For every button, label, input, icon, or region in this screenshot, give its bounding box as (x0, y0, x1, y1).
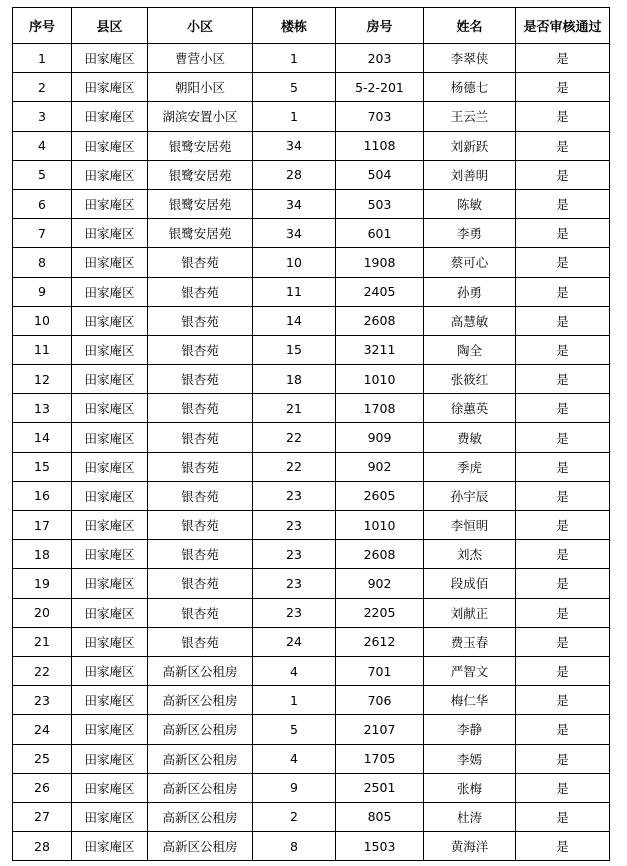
cell-index: 25 (13, 744, 72, 773)
cell-building: 8 (253, 832, 336, 861)
cell-district: 田家庵区 (72, 511, 148, 540)
cell-approved: 是 (516, 306, 610, 335)
cell-approved: 是 (516, 248, 610, 277)
cell-room: 2205 (336, 598, 424, 627)
cell-district: 田家庵区 (72, 423, 148, 452)
cell-index: 20 (13, 598, 72, 627)
cell-index: 8 (13, 248, 72, 277)
table-row (13, 715, 610, 744)
cell-approved: 是 (516, 73, 610, 102)
cell-approved: 是 (516, 102, 610, 131)
table-row (13, 306, 610, 335)
cell-community: 银杏苑 (148, 277, 253, 306)
table-row (13, 189, 610, 218)
cell-community: 高新区公租房 (148, 656, 253, 685)
table-body (13, 44, 610, 861)
cell-index: 27 (13, 802, 72, 831)
cell-district: 田家庵区 (72, 189, 148, 218)
cell-room: 2107 (336, 715, 424, 744)
table-row (13, 452, 610, 481)
cell-building: 5 (253, 715, 336, 744)
cell-name: 陈敏 (424, 189, 516, 218)
table-row (13, 394, 610, 423)
cell-building: 22 (253, 423, 336, 452)
cell-name: 李静 (424, 715, 516, 744)
cell-community: 高新区公租房 (148, 744, 253, 773)
cell-building: 23 (253, 540, 336, 569)
table-row (13, 656, 610, 685)
cell-room: 3211 (336, 335, 424, 364)
cell-building: 34 (253, 131, 336, 160)
table-row (13, 248, 610, 277)
cell-approved: 是 (516, 277, 610, 306)
cell-index: 24 (13, 715, 72, 744)
cell-approved: 是 (516, 131, 610, 160)
cell-building: 1 (253, 686, 336, 715)
table-row (13, 511, 610, 540)
cell-room: 601 (336, 219, 424, 248)
cell-name: 张筱红 (424, 365, 516, 394)
cell-approved: 是 (516, 598, 610, 627)
cell-building: 14 (253, 306, 336, 335)
cell-community: 银杏苑 (148, 598, 253, 627)
table-row (13, 832, 610, 861)
cell-community: 银鹭安居苑 (148, 160, 253, 189)
cell-name: 黄海洋 (424, 832, 516, 861)
cell-community: 银杏苑 (148, 423, 253, 452)
cell-approved: 是 (516, 481, 610, 510)
cell-district: 田家庵区 (72, 744, 148, 773)
cell-building: 23 (253, 511, 336, 540)
cell-community: 银杏苑 (148, 306, 253, 335)
cell-name: 李恒明 (424, 511, 516, 540)
cell-community: 高新区公租房 (148, 686, 253, 715)
cell-building: 23 (253, 569, 336, 598)
header-approved: 是否审核通过 (516, 8, 610, 44)
cell-approved: 是 (516, 394, 610, 423)
cell-district: 田家庵区 (72, 686, 148, 715)
header-community: 小区 (148, 8, 253, 44)
cell-community: 银鹭安居苑 (148, 189, 253, 218)
cell-building: 23 (253, 481, 336, 510)
cell-district: 田家庵区 (72, 832, 148, 861)
header-row (13, 8, 610, 44)
cell-approved: 是 (516, 773, 610, 802)
cell-approved: 是 (516, 365, 610, 394)
cell-index: 1 (13, 44, 72, 73)
cell-district: 田家庵区 (72, 394, 148, 423)
cell-index: 13 (13, 394, 72, 423)
cell-building: 4 (253, 656, 336, 685)
cell-room: 1503 (336, 832, 424, 861)
header-room: 房号 (336, 8, 424, 44)
cell-room: 1108 (336, 131, 424, 160)
cell-building: 23 (253, 598, 336, 627)
header-name: 姓名 (424, 8, 516, 44)
cell-district: 田家庵区 (72, 44, 148, 73)
cell-building: 34 (253, 219, 336, 248)
cell-name: 徐蕙英 (424, 394, 516, 423)
cell-room: 5-2-201 (336, 73, 424, 102)
cell-room: 706 (336, 686, 424, 715)
cell-building: 1 (253, 44, 336, 73)
cell-name: 李嫣 (424, 744, 516, 773)
header-district: 县区 (72, 8, 148, 44)
cell-community: 湖滨安置小区 (148, 102, 253, 131)
cell-name: 刘献正 (424, 598, 516, 627)
cell-building: 4 (253, 744, 336, 773)
cell-name: 孙勇 (424, 277, 516, 306)
cell-approved: 是 (516, 802, 610, 831)
cell-district: 田家庵区 (72, 248, 148, 277)
table-row (13, 102, 610, 131)
cell-community: 银杏苑 (148, 540, 253, 569)
cell-room: 701 (336, 656, 424, 685)
cell-index: 26 (13, 773, 72, 802)
cell-room: 2605 (336, 481, 424, 510)
table-row (13, 627, 610, 656)
table-row (13, 131, 610, 160)
cell-room: 2608 (336, 306, 424, 335)
table-row (13, 44, 610, 73)
cell-community: 高新区公租房 (148, 832, 253, 861)
cell-building: 21 (253, 394, 336, 423)
table-row (13, 744, 610, 773)
cell-district: 田家庵区 (72, 219, 148, 248)
cell-building: 18 (253, 365, 336, 394)
cell-room: 1708 (336, 394, 424, 423)
cell-room: 503 (336, 189, 424, 218)
cell-room: 2405 (336, 277, 424, 306)
cell-approved: 是 (516, 656, 610, 685)
cell-index: 23 (13, 686, 72, 715)
cell-room: 1705 (336, 744, 424, 773)
cell-approved: 是 (516, 189, 610, 218)
cell-building: 24 (253, 627, 336, 656)
cell-name: 刘善明 (424, 160, 516, 189)
cell-district: 田家庵区 (72, 365, 148, 394)
cell-district: 田家庵区 (72, 569, 148, 598)
table-row (13, 335, 610, 364)
cell-district: 田家庵区 (72, 73, 148, 102)
cell-community: 银杏苑 (148, 452, 253, 481)
cell-name: 严智文 (424, 656, 516, 685)
table-row (13, 277, 610, 306)
cell-building: 10 (253, 248, 336, 277)
cell-approved: 是 (516, 44, 610, 73)
cell-index: 11 (13, 335, 72, 364)
cell-community: 银杏苑 (148, 248, 253, 277)
cell-community: 银杏苑 (148, 394, 253, 423)
header-building: 楼栋 (253, 8, 336, 44)
cell-district: 田家庵区 (72, 540, 148, 569)
cell-district: 田家庵区 (72, 335, 148, 364)
table-row (13, 802, 610, 831)
cell-name: 刘新跃 (424, 131, 516, 160)
cell-district: 田家庵区 (72, 598, 148, 627)
cell-approved: 是 (516, 832, 610, 861)
cell-name: 刘杰 (424, 540, 516, 569)
cell-community: 高新区公租房 (148, 802, 253, 831)
cell-index: 4 (13, 131, 72, 160)
cell-room: 805 (336, 802, 424, 831)
table-row (13, 73, 610, 102)
table-row (13, 686, 610, 715)
cell-district: 田家庵区 (72, 306, 148, 335)
cell-community: 高新区公租房 (148, 773, 253, 802)
table-row (13, 773, 610, 802)
cell-approved: 是 (516, 540, 610, 569)
cell-approved: 是 (516, 219, 610, 248)
cell-approved: 是 (516, 335, 610, 364)
cell-building: 2 (253, 802, 336, 831)
cell-name: 蔡可心 (424, 248, 516, 277)
cell-district: 田家庵区 (72, 277, 148, 306)
cell-community: 银杏苑 (148, 481, 253, 510)
cell-community: 银杏苑 (148, 335, 253, 364)
cell-community: 高新区公租房 (148, 715, 253, 744)
cell-district: 田家庵区 (72, 160, 148, 189)
cell-district: 田家庵区 (72, 481, 148, 510)
cell-index: 3 (13, 102, 72, 131)
cell-district: 田家庵区 (72, 627, 148, 656)
cell-index: 21 (13, 627, 72, 656)
cell-index: 6 (13, 189, 72, 218)
cell-approved: 是 (516, 160, 610, 189)
cell-room: 2608 (336, 540, 424, 569)
cell-community: 朝阳小区 (148, 73, 253, 102)
cell-community: 银鹭安居苑 (148, 131, 253, 160)
cell-community: 银杏苑 (148, 511, 253, 540)
cell-building: 9 (253, 773, 336, 802)
cell-index: 19 (13, 569, 72, 598)
cell-index: 15 (13, 452, 72, 481)
cell-index: 16 (13, 481, 72, 510)
table-row (13, 160, 610, 189)
cell-name: 梅仁华 (424, 686, 516, 715)
cell-room: 1010 (336, 365, 424, 394)
cell-building: 5 (253, 73, 336, 102)
table-row (13, 219, 610, 248)
cell-approved: 是 (516, 627, 610, 656)
cell-index: 22 (13, 656, 72, 685)
cell-community: 曹营小区 (148, 44, 253, 73)
cell-name: 张梅 (424, 773, 516, 802)
cell-district: 田家庵区 (72, 131, 148, 160)
cell-index: 17 (13, 511, 72, 540)
cell-name: 费敏 (424, 423, 516, 452)
table-row (13, 569, 610, 598)
cell-building: 28 (253, 160, 336, 189)
cell-district: 田家庵区 (72, 773, 148, 802)
cell-approved: 是 (516, 744, 610, 773)
cell-community: 银杏苑 (148, 627, 253, 656)
cell-index: 2 (13, 73, 72, 102)
cell-name: 李勇 (424, 219, 516, 248)
cell-room: 1908 (336, 248, 424, 277)
cell-name: 段成佰 (424, 569, 516, 598)
cell-approved: 是 (516, 686, 610, 715)
cell-index: 9 (13, 277, 72, 306)
cell-index: 10 (13, 306, 72, 335)
cell-room: 902 (336, 569, 424, 598)
cell-index: 12 (13, 365, 72, 394)
cell-name: 李翠侠 (424, 44, 516, 73)
cell-name: 费玉春 (424, 627, 516, 656)
cell-district: 田家庵区 (72, 715, 148, 744)
cell-name: 陶全 (424, 335, 516, 364)
cell-name: 季虎 (424, 452, 516, 481)
cell-community: 银杏苑 (148, 569, 253, 598)
cell-name: 王云兰 (424, 102, 516, 131)
cell-index: 18 (13, 540, 72, 569)
cell-index: 28 (13, 832, 72, 861)
cell-index: 7 (13, 219, 72, 248)
cell-building: 11 (253, 277, 336, 306)
cell-building: 15 (253, 335, 336, 364)
cell-approved: 是 (516, 423, 610, 452)
cell-index: 14 (13, 423, 72, 452)
cell-building: 34 (253, 189, 336, 218)
cell-name: 杨德七 (424, 73, 516, 102)
cell-name: 杜涛 (424, 802, 516, 831)
cell-building: 22 (253, 452, 336, 481)
cell-room: 902 (336, 452, 424, 481)
cell-room: 203 (336, 44, 424, 73)
cell-building: 1 (253, 102, 336, 131)
table-row (13, 423, 610, 452)
cell-room: 1010 (336, 511, 424, 540)
header-index: 序号 (13, 8, 72, 44)
table-row (13, 540, 610, 569)
cell-community: 银鹭安居苑 (148, 219, 253, 248)
cell-room: 2501 (336, 773, 424, 802)
cell-approved: 是 (516, 715, 610, 744)
cell-room: 2612 (336, 627, 424, 656)
cell-room: 504 (336, 160, 424, 189)
cell-room: 703 (336, 102, 424, 131)
cell-district: 田家庵区 (72, 802, 148, 831)
cell-approved: 是 (516, 569, 610, 598)
cell-community: 银杏苑 (148, 365, 253, 394)
cell-district: 田家庵区 (72, 102, 148, 131)
cell-approved: 是 (516, 452, 610, 481)
cell-room: 909 (336, 423, 424, 452)
cell-name: 孙宇辰 (424, 481, 516, 510)
table-row (13, 481, 610, 510)
approval-table (12, 7, 610, 861)
cell-district: 田家庵区 (72, 656, 148, 685)
cell-district: 田家庵区 (72, 452, 148, 481)
table-row (13, 365, 610, 394)
table-row (13, 598, 610, 627)
cell-approved: 是 (516, 511, 610, 540)
cell-name: 高慧敏 (424, 306, 516, 335)
cell-index: 5 (13, 160, 72, 189)
